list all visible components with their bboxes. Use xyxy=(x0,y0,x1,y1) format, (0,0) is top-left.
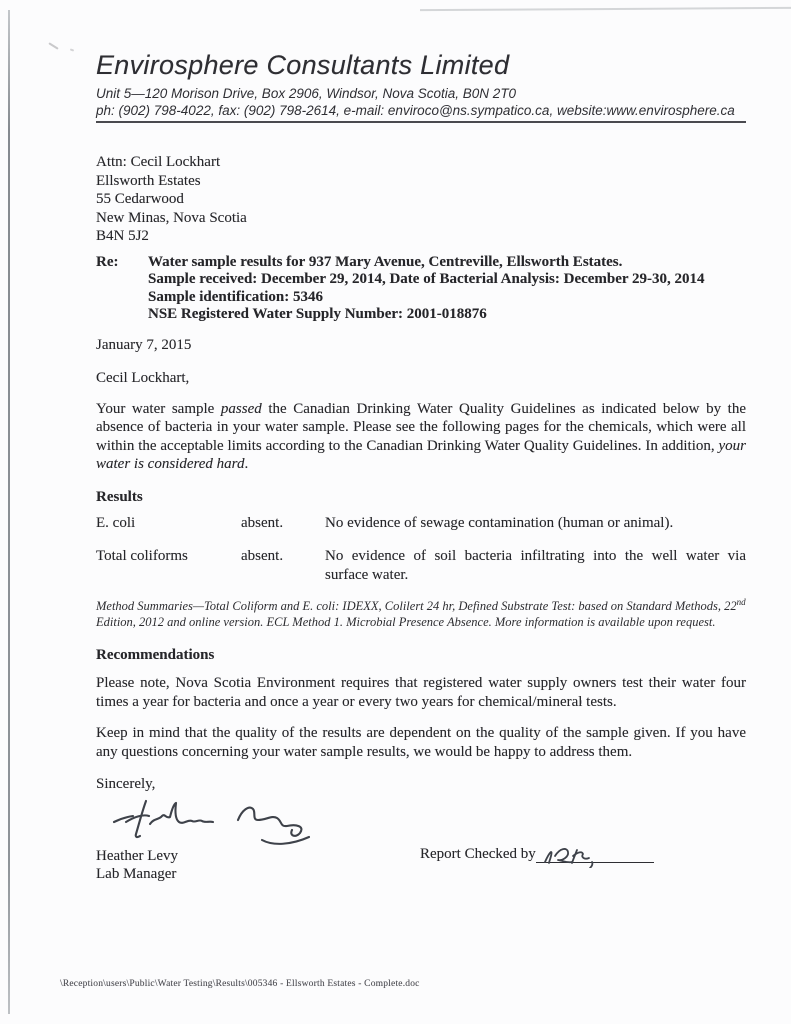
result-value: absent. xyxy=(241,514,284,531)
signer-name: Heather Levy xyxy=(96,848,179,865)
company-name: Envirosphere Consultants Limited xyxy=(96,50,510,80)
closing-sincerely: Sincerely, xyxy=(96,776,156,793)
intro-text: the Canadian Drinking Water Quality Guidelines as indicated below by the absence of bacteria in your water sample. Please see the following pages for the chemicals, which were all within the acceptable limits according to the Canadian Drinking Water Quality Guidelines. In addition, xyxy=(96,400,746,454)
report-checked-label: Report Checked by xyxy=(420,846,536,863)
intro-paragraph xyxy=(96,400,746,474)
method-summary-note xyxy=(96,595,746,630)
results-heading: Results xyxy=(96,488,143,505)
scan-artifact-smudge xyxy=(70,48,74,51)
result-note: No evidence of soil bacteria infiltrating into the well water via surface water. xyxy=(325,548,746,583)
subject-label: Re: xyxy=(96,253,119,270)
result-value: absent. xyxy=(241,548,284,564)
letter-content xyxy=(96,50,746,883)
handwritten-initials xyxy=(538,842,602,868)
intro-emphasis-passed: passed xyxy=(220,400,262,417)
intro-emphasis-hard-water: your water is considered hard xyxy=(96,437,746,472)
letter-date: January 7, 2015 xyxy=(96,336,192,353)
subject-block xyxy=(96,254,746,324)
recipient-attn-line: Attn: Cecil Lockhart xyxy=(96,154,221,170)
letterhead-contact: ph: (902) 798-4022, fax: (902) 798-2614, e-mail: enviroco@ns.sympatico.ca, website:www.envirosphere.ca xyxy=(96,102,746,123)
recipient-block xyxy=(96,153,746,246)
signature-block xyxy=(96,795,746,883)
letterhead-address: Unit 5—120 Morison Drive, Box 2906, Windsor, Nova Scotia, B0N 2T0 xyxy=(96,86,517,101)
recipient-line: New Minas, Nova Scotia xyxy=(96,209,247,226)
method-note-text: Method Summaries—Total Coliform and E. coli: IDEXX, Colilert 24 hr, Defined Substrate Test: based on Standard Methods, 22 xyxy=(96,599,737,614)
result-note: No evidence of sewage contamination (human or animal). xyxy=(325,514,674,531)
subject-line: Water sample results for 937 Mary Avenue, Centreville, Ellsworth Estates. xyxy=(148,253,623,270)
handwritten-signature xyxy=(110,795,320,847)
recommendations-paragraph-1: Please note, Nova Scotia Environment requires that registered water supply owners test their water four times a year for bacteria and once a year or every two years for chemical/mineral tests. xyxy=(96,675,746,710)
results-row-coliforms xyxy=(96,547,746,584)
report-checked-row xyxy=(420,845,654,863)
signer-title: Lab Manager xyxy=(96,866,177,883)
method-note-text: Edition, 2012 and online version. ECL Method 1. Microbial Presence Absence. More information is available upon request. xyxy=(96,614,716,629)
method-note-superscript: nd xyxy=(736,597,746,607)
salutation: Cecil Lockhart, xyxy=(96,369,190,386)
recommendations-heading: Recommendations xyxy=(96,647,215,664)
scan-artifact-top-line xyxy=(420,7,791,11)
result-parameter: E. coli xyxy=(96,514,136,531)
subject-line: Sample received: December 29, 2014, Date of Bacterial Analysis: December 29-30, 2014 xyxy=(148,271,705,287)
footer-file-path: \Reception\users\Public\Water Testing\Results\005346 - Ellsworth Estates - Complete.doc xyxy=(60,979,420,989)
recipient-line: 55 Cedarwood xyxy=(96,191,184,207)
intro-text: . xyxy=(244,456,249,472)
subject-lines xyxy=(148,254,705,324)
recipient-postal-code: B4N 5J2 xyxy=(96,228,149,244)
report-checked-signature-line xyxy=(536,845,654,863)
subject-line: Sample identification: 5346 xyxy=(148,288,323,305)
result-parameter: Total coliforms xyxy=(96,548,188,564)
recommendations-paragraph-2: Keep in mind that the quality of the results are dependent on the quality of the sample given. If you have any questions concerning your water sample results, we would be happy to address them. xyxy=(96,725,746,760)
scan-artifact-left-line xyxy=(8,10,10,1014)
recipient-line: Ellsworth Estates xyxy=(96,172,201,189)
intro-text: Your water sample xyxy=(96,400,221,417)
results-row-ecoli xyxy=(96,514,746,533)
subject-line: NSE Registered Water Supply Number: 2001-018876 xyxy=(148,306,487,322)
scan-artifact-smudge xyxy=(48,42,58,50)
